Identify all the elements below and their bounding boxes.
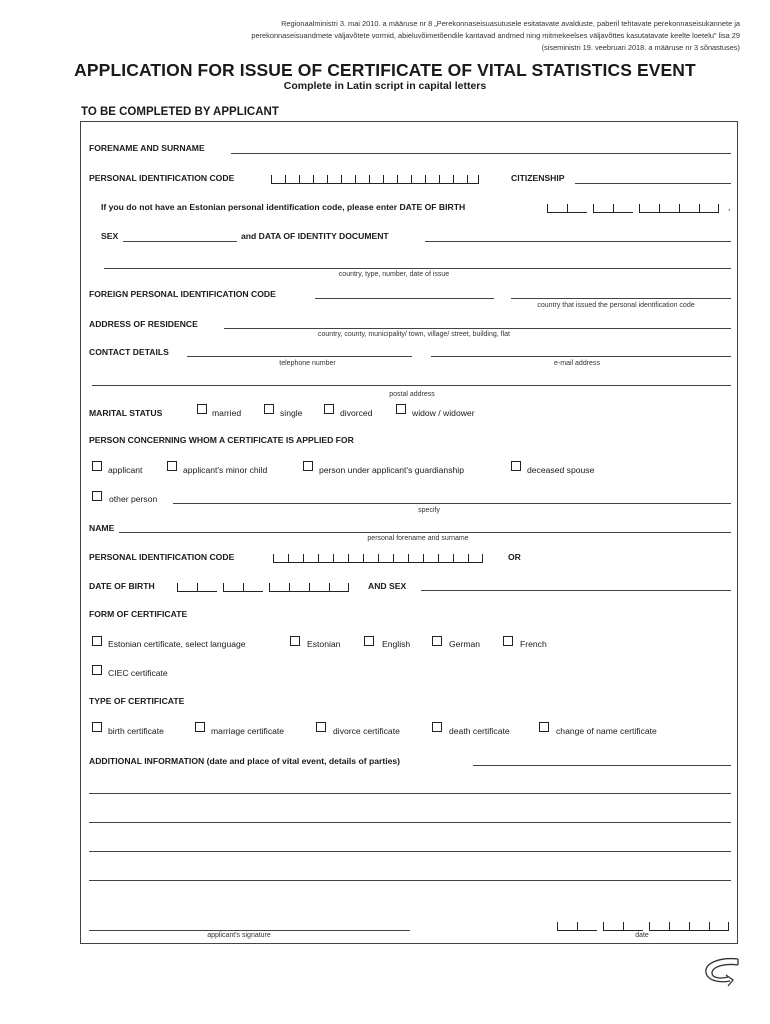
legal-note-line-1: Regionaalministri 3. mai 2010. a määruse nr 8 „Perekonnaseisuasutusele esitatavate avalduste, paberil tehtavate perekonnaseisukannete ja bbox=[281, 19, 740, 28]
checkbox-deceased-spouse[interactable] bbox=[511, 461, 521, 471]
forename-field[interactable] bbox=[231, 153, 731, 154]
forename-label: FORENAME AND SURNAME bbox=[89, 143, 205, 153]
option-death: death certificate bbox=[449, 726, 510, 736]
foreign-pic-label: FOREIGN PERSONAL IDENTIFICATION CODE bbox=[89, 289, 276, 299]
person-name-field[interactable] bbox=[119, 532, 731, 533]
foreign-pic-field[interactable] bbox=[315, 298, 494, 299]
option-marriage: marriage certificate bbox=[211, 726, 285, 736]
dob-prompt: If you do not have an Estonian personal identification code, please enter DATE OF BIRTH bbox=[101, 202, 466, 212]
additional-info-line-3[interactable] bbox=[89, 822, 731, 823]
name-caption: personal forename and surname bbox=[367, 535, 469, 542]
option-other-person: other person bbox=[109, 494, 158, 504]
checkbox-lang-french[interactable] bbox=[503, 636, 513, 646]
option-estonian-certificate: Estonian certificate, select language bbox=[108, 639, 246, 649]
checkbox-other-person[interactable] bbox=[92, 491, 102, 501]
phone-field[interactable] bbox=[187, 356, 412, 357]
contact-label: CONTACT DETAILS bbox=[89, 347, 169, 357]
option-change-of-name: change of name certificate bbox=[556, 726, 657, 736]
sex-label: SEX bbox=[101, 231, 119, 241]
option-guardianship: person under applicant's guardianship bbox=[319, 465, 464, 475]
identity-doc-field-2[interactable] bbox=[104, 268, 731, 269]
additional-info-line-4[interactable] bbox=[89, 851, 731, 852]
name-label: NAME bbox=[89, 523, 115, 533]
address-label: ADDRESS OF RESIDENCE bbox=[89, 319, 198, 329]
option-married: married bbox=[212, 408, 242, 418]
option-deceased-spouse: deceased spouse bbox=[527, 465, 595, 475]
checkbox-guardianship[interactable] bbox=[303, 461, 313, 471]
citizenship-label: CITIZENSHIP bbox=[511, 173, 565, 183]
checkbox-ciec[interactable] bbox=[92, 665, 102, 675]
checkbox-change-of-name[interactable] bbox=[539, 722, 549, 732]
checkbox-applicant[interactable] bbox=[92, 461, 102, 471]
form-heading: FORM OF CERTIFICATE bbox=[89, 609, 188, 619]
legal-note-line-3: (siseministri 19. veebruari 2018. a määruse nr 3 sõnastuses) bbox=[541, 43, 740, 52]
checkbox-birth[interactable] bbox=[92, 722, 102, 732]
type-heading: TYPE OF CERTIFICATE bbox=[89, 696, 185, 706]
checkbox-lang-german[interactable] bbox=[432, 636, 442, 646]
date-boxes[interactable] bbox=[557, 921, 729, 931]
additional-info-line-2[interactable] bbox=[89, 793, 731, 794]
foreign-pic-caption: country that issued the personal identification code bbox=[537, 302, 695, 309]
person-heading: PERSON CONCERNING WHOM A CERTIFICATE IS APPLIED FOR bbox=[89, 435, 354, 445]
postal-caption: postal address bbox=[389, 391, 435, 398]
curved-arrow-icon bbox=[700, 955, 742, 995]
checkbox-marriage[interactable] bbox=[195, 722, 205, 732]
option-minor-child: applicant's minor child bbox=[183, 465, 268, 475]
foreign-pic-country-field[interactable] bbox=[511, 298, 731, 299]
phone-caption: telephone number bbox=[279, 360, 336, 367]
person-pic-label: PERSONAL IDENTIFICATION CODE bbox=[89, 552, 235, 562]
checkbox-minor-child[interactable] bbox=[167, 461, 177, 471]
option-single: single bbox=[280, 408, 303, 418]
date-caption: date bbox=[635, 932, 649, 939]
additional-info-line-5[interactable] bbox=[89, 880, 731, 881]
checkbox-estonian-certificate[interactable] bbox=[92, 636, 102, 646]
checkbox-death[interactable] bbox=[432, 722, 442, 732]
option-applicant: applicant bbox=[108, 465, 143, 475]
applicant-dob-boxes[interactable] bbox=[547, 203, 719, 213]
pic-boxes[interactable] bbox=[271, 174, 479, 184]
person-sex-field[interactable] bbox=[421, 590, 731, 591]
identity-doc-caption: country, type, number, date of issue bbox=[338, 271, 450, 278]
address-caption: country, county, municipality/ town, village/ street, building, flat bbox=[318, 331, 510, 338]
checkbox-divorced[interactable] bbox=[324, 404, 334, 414]
checkbox-married[interactable] bbox=[197, 404, 207, 414]
identity-doc-field[interactable] bbox=[425, 241, 731, 242]
option-lang-german: German bbox=[449, 639, 481, 649]
option-ciec: CIEC certificate bbox=[108, 668, 168, 678]
signature-caption: applicant's signature bbox=[207, 932, 271, 939]
citizenship-field[interactable] bbox=[575, 183, 731, 184]
option-divorce: divorce certificate bbox=[333, 726, 400, 736]
person-dob-boxes[interactable] bbox=[177, 582, 349, 592]
option-lang-french: French bbox=[520, 639, 547, 649]
form-title: APPLICATION FOR ISSUE OF CERTIFICATE OF VITAL STATISTICS EVENT bbox=[74, 60, 696, 80]
postal-address-field[interactable] bbox=[92, 385, 731, 386]
option-lang-estonian: Estonian bbox=[307, 639, 341, 649]
additional-info-field[interactable] bbox=[473, 765, 731, 766]
checkbox-divorce[interactable] bbox=[316, 722, 326, 732]
section-heading: TO BE COMPLETED BY APPLICANT bbox=[81, 106, 279, 118]
checkbox-single[interactable] bbox=[264, 404, 274, 414]
option-divorced: divorced bbox=[340, 408, 373, 418]
checkbox-lang-english[interactable] bbox=[364, 636, 374, 646]
legal-note-line-2: perekonnaseisuandmete väljavõtete vormid, abieluvõimetõendile kantavad andmed ning mitmekeelses väljavõttes kasutatavate keelte loetelu" lisa 29 bbox=[251, 31, 740, 40]
person-pic-boxes[interactable] bbox=[273, 553, 483, 563]
and-sex-label: AND SEX bbox=[368, 581, 407, 591]
email-field[interactable] bbox=[431, 356, 731, 357]
other-person-field[interactable] bbox=[173, 503, 731, 504]
checkbox-widow[interactable] bbox=[396, 404, 406, 414]
address-field[interactable] bbox=[224, 328, 731, 329]
sex-field[interactable] bbox=[123, 241, 237, 242]
pic-label: PERSONAL IDENTIFICATION CODE bbox=[89, 173, 235, 183]
additional-info-label: ADDITIONAL INFORMATION (date and place of vital event, details of parties) bbox=[89, 756, 401, 766]
marital-label: MARITAL STATUS bbox=[89, 408, 163, 418]
option-widow: widow / widower bbox=[412, 408, 475, 418]
or-label: OR bbox=[508, 552, 521, 562]
form-subtitle: Complete in Latin script in capital letters bbox=[283, 80, 487, 92]
person-dob-label: DATE OF BIRTH bbox=[89, 581, 155, 591]
option-birth: birth certificate bbox=[108, 726, 164, 736]
identity-doc-label: and DATA OF IDENTITY DOCUMENT bbox=[241, 231, 389, 241]
email-caption: e-mail address bbox=[554, 360, 600, 367]
option-lang-english: English bbox=[382, 639, 411, 649]
signature-field[interactable] bbox=[89, 930, 410, 931]
specify-caption: specify bbox=[418, 507, 440, 514]
checkbox-lang-estonian[interactable] bbox=[290, 636, 300, 646]
